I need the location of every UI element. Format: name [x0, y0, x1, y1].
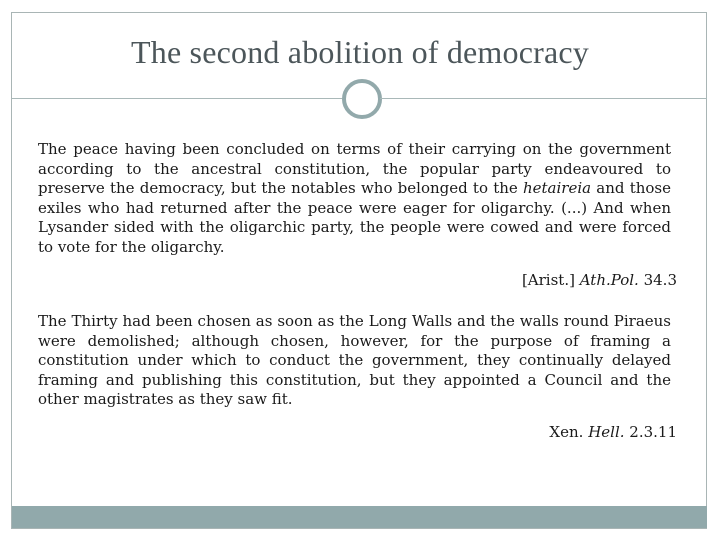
- citation-aristotle-ref: 34.3: [638, 271, 677, 289]
- citation-xenophon: [549, 423, 677, 441]
- citation-aristotle: [522, 271, 677, 289]
- ring-ornament-icon: [342, 79, 382, 119]
- citation-xenophon-ref: 2.3.11: [624, 423, 677, 441]
- citation-aristotle-work: Ath.Pol.: [579, 271, 639, 289]
- quote-aristotle-text-before: The peace having been concluded on terms of their carrying on the government according to the ancestral constitution, the popular party endeavoured to preserve the democracy, but the notables who belonged to the: [38, 140, 671, 197]
- citation-xenophon-prefix: Xen.: [549, 423, 589, 441]
- citation-xenophon-work: Hell.: [588, 423, 625, 441]
- title-divider-left: [12, 98, 342, 99]
- quote-xenophon: The Thirty had been chosen as soon as the Long Walls and the walls round Piraeus were demolished; although chosen, however, for the purpose of framing a constitution under which to conduct the government, they continually delayed framing and publishing this constitution, but they appointed a Council and the other magistrates as they saw fit.: [38, 312, 671, 408]
- title-divider-right: [380, 98, 707, 99]
- quote-aristotle-italic-term: hetaireia: [522, 179, 592, 197]
- footer-bar: [12, 506, 707, 528]
- slide-title: The second abolition of democracy: [131, 34, 589, 70]
- citation-aristotle-prefix: [Arist.]: [521, 271, 580, 289]
- quote-aristotle-text-after: and those exiles who had returned after the peace were eager for oligarchy. (...) And when Lysander sided with the oligarchic party, the people were cowed and were forced to vote for the oligarchy.: [38, 179, 671, 256]
- quote-aristotle: [38, 140, 671, 257]
